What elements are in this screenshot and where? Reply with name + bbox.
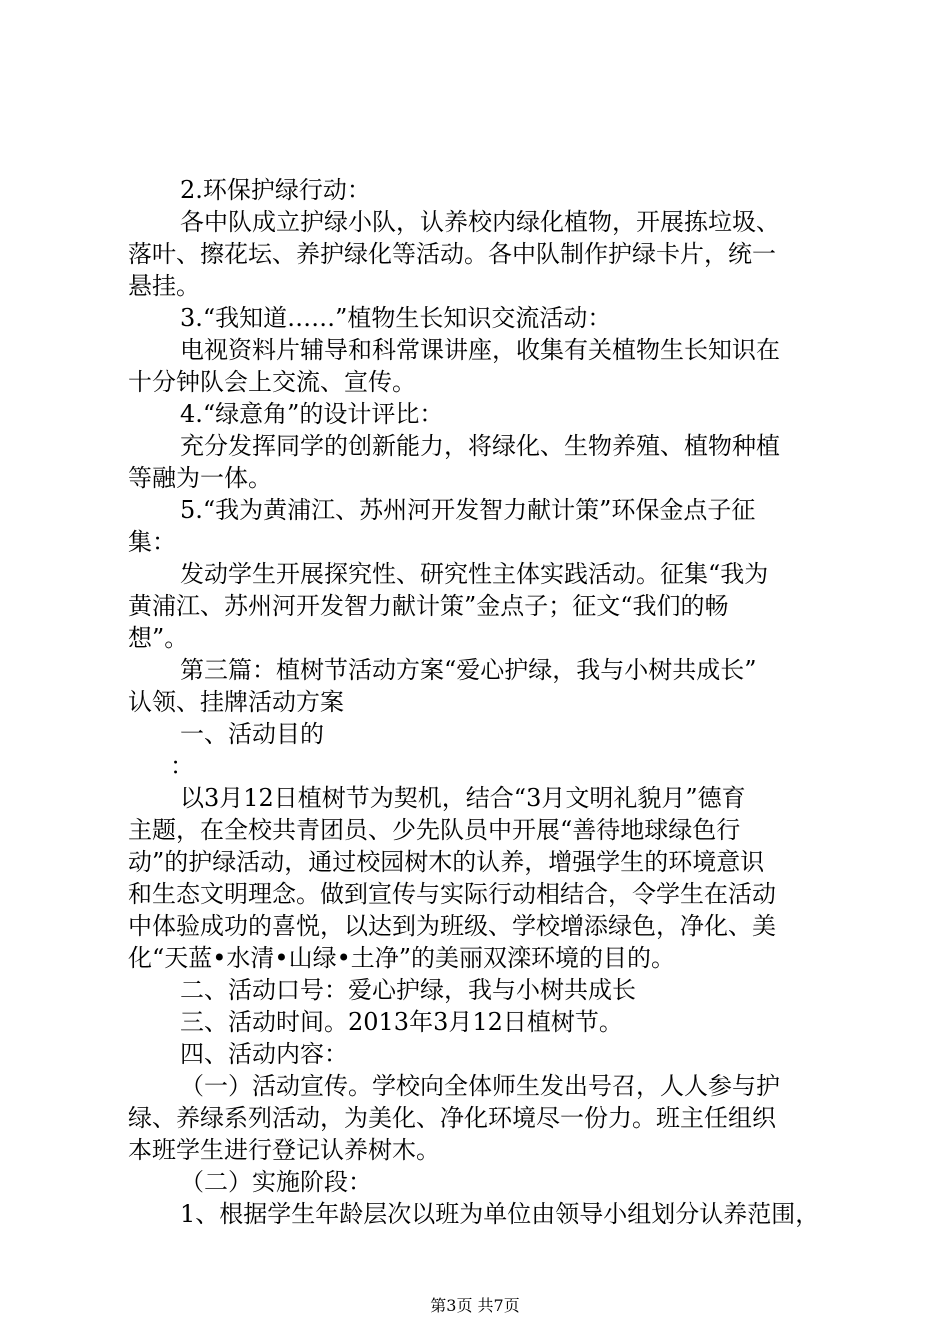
text-line: 以3月12日植树节为契机，结合“3月文明礼貌月”德育: [180, 784, 746, 812]
page-number-footer: 第3页 共7页: [430, 1296, 520, 1315]
section-heading: 认领、挂牌活动方案: [128, 688, 344, 716]
text-line: 各中队成立护绿小队，认养校内绿化植物，开展拣垃圾、: [180, 208, 780, 236]
text-line: 本班学生进行登记认养树木。: [128, 1136, 440, 1164]
text-line: 十分钟队会上交流、宣传。: [128, 368, 416, 396]
text-line: 主题，在全校共青团员、少先队员中开展“善待地球绿色行: [128, 816, 741, 844]
text-line: 三、活动时间。2013年3月12日植树节。: [180, 1008, 623, 1036]
text-line: 3.“我知道……”植物生长知识交流活动：: [180, 304, 612, 332]
text-line: 和生态文明理念。做到宣传与实际行动相结合，令学生在活动: [128, 880, 776, 908]
text-line: 落叶、擦花坛、养护绿化等活动。各中队制作护绿卡片，统一: [128, 240, 776, 268]
text-line: （一）活动宣传。学校向全体师生发出号召，人人参与护: [180, 1072, 780, 1100]
text-line: （二）实施阶段：: [180, 1168, 372, 1196]
section-heading: 第三篇：植树节活动方案“爱心护绿，我与小树共成长”: [180, 656, 757, 684]
text-line: 2.环保护绿行动：: [180, 176, 371, 204]
text-line: 充分发挥同学的创新能力，将绿化、生物养殖、植物种植: [180, 432, 780, 460]
text-line: 4.“绿意角”的设计评比：: [180, 400, 444, 428]
text-line: 等融为一体。: [128, 464, 272, 492]
text-line: 悬挂。: [128, 272, 200, 300]
text-line: 中体验成功的喜悦，以达到为班级、学校增添绿色，净化、美: [128, 912, 776, 940]
text-line: 发动学生开展探究性、研究性主体实践活动。征集“我为: [180, 560, 769, 588]
text-line: 电视资料片辅导和科常课讲座，收集有关植物生长知识在: [180, 336, 780, 364]
text-line: 5.“我为黄浦江、苏州河开发智力献计策”环保金点子征: [180, 496, 756, 524]
text-line: ：: [170, 752, 194, 780]
text-line: 一、活动目的: [180, 720, 324, 748]
text-line: 动”的护绿活动，通过校园树木的认养，增强学生的环境意识: [128, 848, 765, 876]
text-line: 黄浦江、苏州河开发智力献计策”金点子；征文“我们的畅: [128, 592, 729, 620]
text-line: 化“天蓝•水清•山绿•土净”的美丽双滦环境的目的。: [128, 944, 676, 972]
text-line: 绿、养绿系列活动，为美化、净化环境尽一份力。班主任组织: [128, 1104, 776, 1132]
text-line: 想”。: [128, 624, 189, 652]
text-line: 集：: [128, 528, 176, 556]
text-line: 二、活动口号：爱心护绿，我与小树共成长: [180, 976, 636, 1004]
text-line: 四、活动内容：: [180, 1040, 348, 1068]
text-line: 1、根据学生年龄层次以班为单位由领导小组划分认养范围，: [180, 1200, 820, 1228]
